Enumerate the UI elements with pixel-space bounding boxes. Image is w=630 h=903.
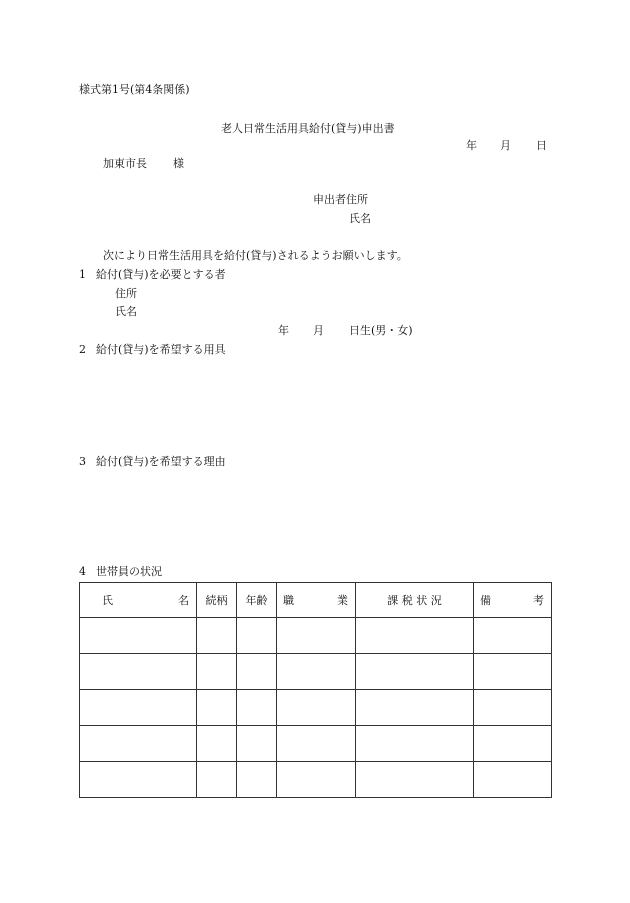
date-month-label: 月 bbox=[500, 139, 511, 152]
cell-age[interactable] bbox=[237, 654, 277, 690]
cell-occupation[interactable] bbox=[277, 618, 356, 654]
table-row bbox=[80, 690, 552, 726]
table-header-row bbox=[80, 583, 552, 618]
cell-tax-status[interactable] bbox=[356, 618, 474, 654]
cell-name[interactable] bbox=[80, 690, 197, 726]
intro-text: 次により日常生活用具を給付(貸与)されるようお願いします。 bbox=[103, 249, 408, 262]
applicant-address-label: 申出者住所 bbox=[313, 193, 368, 206]
section1-title: 給付(貸与)を必要とする者 bbox=[96, 268, 226, 281]
cell-name[interactable] bbox=[80, 762, 197, 798]
cell-relation[interactable] bbox=[197, 618, 237, 654]
col-header-relation: 続柄 bbox=[197, 583, 237, 618]
cell-occupation[interactable] bbox=[277, 690, 356, 726]
cell-occupation[interactable] bbox=[277, 726, 356, 762]
birth-year-label: 年 bbox=[278, 324, 289, 337]
table-row bbox=[80, 618, 552, 654]
cell-name[interactable] bbox=[80, 618, 197, 654]
col-header-occupation: 職 業 bbox=[277, 583, 356, 618]
cell-name[interactable] bbox=[80, 726, 197, 762]
col-header-age: 年齢 bbox=[237, 583, 277, 618]
section2-number: 2 bbox=[79, 343, 86, 356]
section1-name-label: 氏名 bbox=[115, 305, 137, 318]
cell-age[interactable] bbox=[237, 762, 277, 798]
section1-address-label: 住所 bbox=[115, 287, 137, 300]
cell-tax-status[interactable] bbox=[356, 726, 474, 762]
form-number: 様式第1号(第4条関係) bbox=[79, 83, 190, 96]
cell-name[interactable] bbox=[80, 654, 197, 690]
section2-title: 給付(貸与)を希望する用具 bbox=[96, 343, 226, 356]
cell-occupation[interactable] bbox=[277, 762, 356, 798]
cell-relation[interactable] bbox=[197, 762, 237, 798]
form-title: 老人日常生活用具給付(貸与)申出書 bbox=[221, 122, 395, 135]
col-header-remarks: 備 考 bbox=[474, 583, 552, 618]
cell-remarks[interactable] bbox=[474, 762, 552, 798]
date-year-label: 年 bbox=[466, 139, 477, 152]
addressee-honorific: 様 bbox=[173, 157, 184, 170]
cell-relation[interactable] bbox=[197, 726, 237, 762]
cell-tax-status[interactable] bbox=[356, 654, 474, 690]
cell-tax-status[interactable] bbox=[356, 690, 474, 726]
section1-number: 1 bbox=[79, 268, 86, 281]
section3-number: 3 bbox=[79, 455, 86, 468]
col-header-name: 氏 名 bbox=[80, 583, 197, 618]
applicant-name-label: 氏名 bbox=[349, 212, 371, 225]
table-row bbox=[80, 726, 552, 762]
cell-tax-status[interactable] bbox=[356, 762, 474, 798]
cell-remarks[interactable] bbox=[474, 690, 552, 726]
table-row bbox=[80, 654, 552, 690]
cell-occupation[interactable] bbox=[277, 654, 356, 690]
cell-remarks[interactable] bbox=[474, 618, 552, 654]
cell-age[interactable] bbox=[237, 726, 277, 762]
cell-remarks[interactable] bbox=[474, 654, 552, 690]
col-header-tax-status: 課 税 状 況 bbox=[356, 583, 474, 618]
section4-number: 4 bbox=[79, 565, 86, 578]
table-row bbox=[80, 762, 552, 798]
birth-month-label: 月 bbox=[313, 324, 324, 337]
birth-day-gender: 日生(男・女) bbox=[349, 324, 413, 337]
section3-title: 給付(貸与)を希望する理由 bbox=[96, 455, 226, 468]
cell-remarks[interactable] bbox=[474, 726, 552, 762]
cell-age[interactable] bbox=[237, 690, 277, 726]
household-table bbox=[79, 582, 552, 798]
cell-age[interactable] bbox=[237, 618, 277, 654]
addressee-name: 加東市長 bbox=[103, 157, 147, 170]
cell-relation[interactable] bbox=[197, 654, 237, 690]
cell-relation[interactable] bbox=[197, 690, 237, 726]
date-day-label: 日 bbox=[536, 139, 547, 152]
section4-title: 世帯員の状況 bbox=[96, 565, 162, 578]
